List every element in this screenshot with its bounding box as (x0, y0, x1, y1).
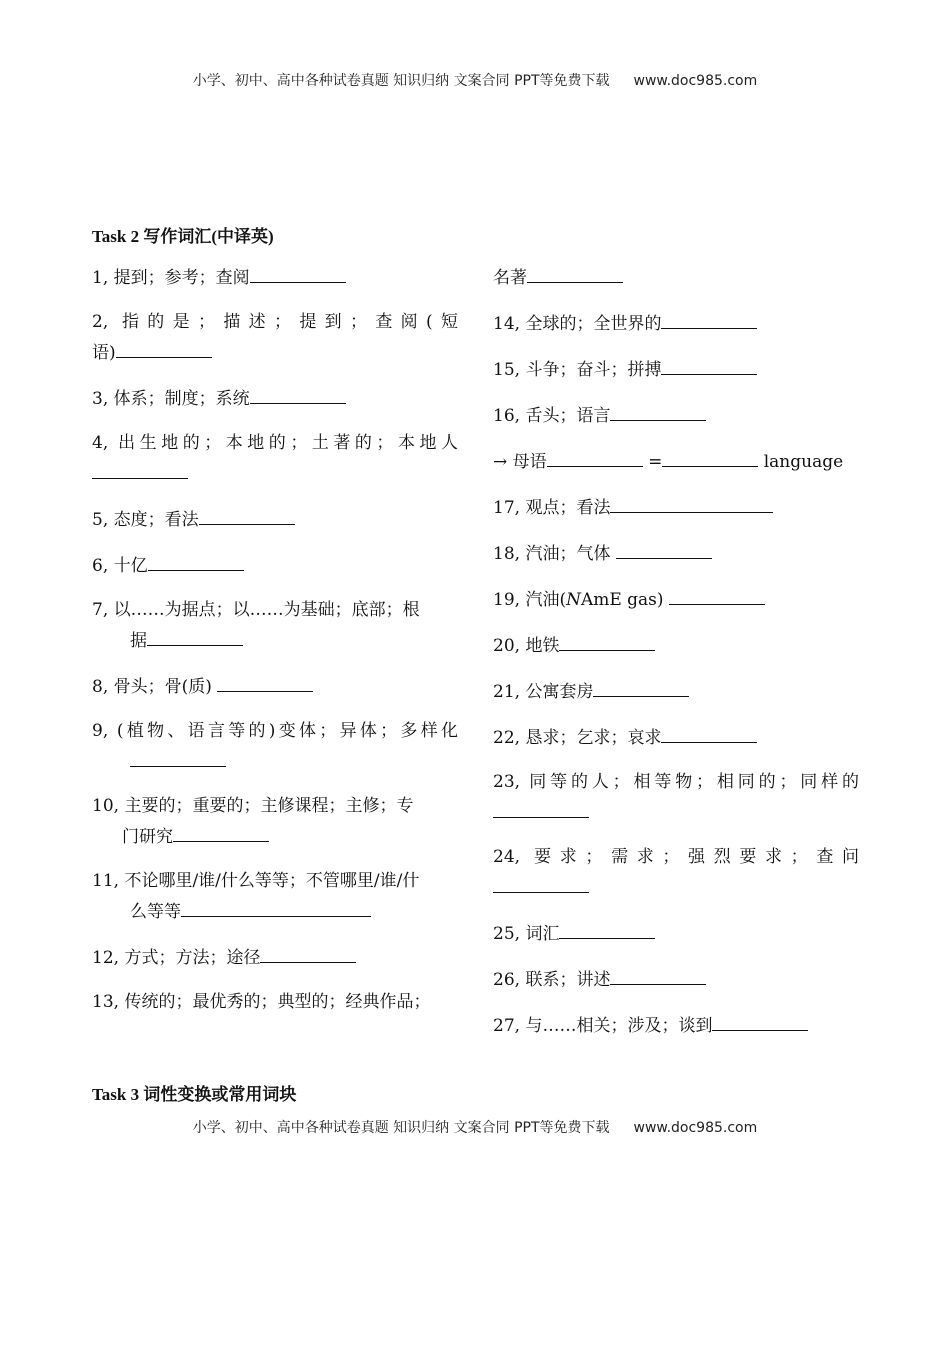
header-url[interactable]: www.doc985.com (633, 1120, 758, 1136)
vocab-item-4: 4, 出生地的；本地的；土著的；本地人 (92, 429, 458, 489)
vocab-item-24: 24, 要求；需求；强烈要求；查问 (493, 843, 859, 903)
answer-blank[interactable] (199, 504, 295, 525)
vocab-item-5: 5, 态度；看法 (92, 504, 458, 535)
answer-blank[interactable] (616, 538, 712, 559)
answer-blank[interactable] (662, 446, 758, 467)
vocab-item-9: 9, (植物、语言等的)变体；异体；多样化 (92, 717, 458, 777)
vocab-item-19: 19, 汽油(NAmE gas) (493, 584, 859, 615)
answer-blank[interactable] (250, 262, 346, 283)
vocab-item-20: 20, 地铁 (493, 630, 859, 661)
task2-left-column (92, 262, 458, 1032)
vocab-item-1: 1, 提到；参考；查阅 (92, 262, 458, 293)
answer-blank[interactable] (92, 458, 188, 479)
vocab-item-27: 27, 与……相关；涉及；谈到 (493, 1010, 859, 1041)
vocab-item-25: 25, 词汇 (493, 918, 859, 949)
answer-blank[interactable] (217, 671, 313, 692)
answer-blank[interactable] (130, 746, 226, 767)
vocab-item-17: 17, 观点；看法 (493, 492, 859, 523)
answer-blank[interactable] (610, 964, 706, 985)
answer-blank[interactable] (669, 584, 765, 605)
answer-blank[interactable] (712, 1010, 808, 1031)
vocab-item-16: 16, 舌头；语言 (493, 400, 859, 431)
answer-blank[interactable] (181, 896, 371, 917)
answer-blank[interactable] (661, 308, 757, 329)
answer-blank[interactable] (661, 354, 757, 375)
answer-blank[interactable] (493, 797, 589, 818)
header-text: 小学、初中、高中各种试卷真题 知识归纳 文案合同 PPT等免费下载 (192, 73, 610, 89)
page-header-top (0, 70, 950, 90)
vocab-item-18: 18, 汽油；气体 (493, 538, 859, 569)
answer-blank[interactable] (116, 337, 212, 358)
answer-blank[interactable] (250, 383, 346, 404)
vocab-item-15: 15, 斗争；奋斗；拼搏 (493, 354, 859, 385)
header-text: 小学、初中、高中各种试卷真题 知识归纳 文案合同 PPT等免费下载 (192, 1120, 610, 1136)
vocab-item-21: 21, 公寓套房 (493, 676, 859, 707)
vocab-item-14: 14, 全球的；全世界的 (493, 308, 859, 339)
answer-blank[interactable] (173, 821, 269, 842)
vocab-item-6: 6, 十亿 (92, 550, 458, 581)
vocab-item-7: 7, 以……为据点；以……为基础；底部；根 据 (92, 600, 420, 651)
vocab-item-11: 11, 不论哪里/谁/什么等等；不管哪里/谁/什 么等等 (92, 871, 420, 922)
answer-blank[interactable] (547, 446, 643, 467)
page-header-bottom (0, 1117, 950, 1137)
vocab-item-10: 10, 主要的；重要的；主修课程；主修；专 门研究 (92, 796, 414, 847)
vocab-item-8: 8, 骨头；骨(质) (92, 671, 458, 702)
vocab-item-22: 22, 恳求；乞求；哀求 (493, 722, 859, 753)
task3-title: Task 3 词性变换或常用词块 (92, 1085, 297, 1104)
answer-blank[interactable] (610, 400, 706, 421)
task2-title: Task 2 写作词汇(中译英) (92, 227, 274, 246)
vocab-item-23: 23, 同等的人；相等物；相同的；同样的 (493, 768, 859, 828)
vocab-item-3: 3, 体系；制度；系统 (92, 383, 458, 414)
answer-blank[interactable] (147, 625, 243, 646)
header-url[interactable]: www.doc985.com (633, 73, 758, 89)
answer-blank[interactable] (610, 492, 773, 513)
answer-blank[interactable] (559, 918, 655, 939)
answer-blank[interactable] (559, 630, 655, 651)
vocab-item-2: 2, 指的是；描述；提到；查阅(短 语) (92, 312, 458, 363)
answer-blank[interactable] (493, 872, 589, 893)
answer-blank[interactable] (661, 722, 757, 743)
vocab-item-26: 26, 联系；讲述 (493, 964, 859, 995)
vocab-item-13: 13, 传统的；最优秀的；典型的；经典作品； (92, 992, 431, 1012)
answer-blank[interactable] (148, 550, 244, 571)
vocab-item-12: 12, 方式；方法；途径 (92, 942, 458, 973)
answer-blank[interactable] (527, 262, 623, 283)
answer-blank[interactable] (593, 676, 689, 697)
answer-blank[interactable] (260, 942, 356, 963)
task2-right-column (493, 262, 859, 1056)
vocab-item-16-mother-tongue: → 母语 = language (493, 446, 859, 477)
vocab-item-13-cont: 名著 (493, 262, 859, 293)
